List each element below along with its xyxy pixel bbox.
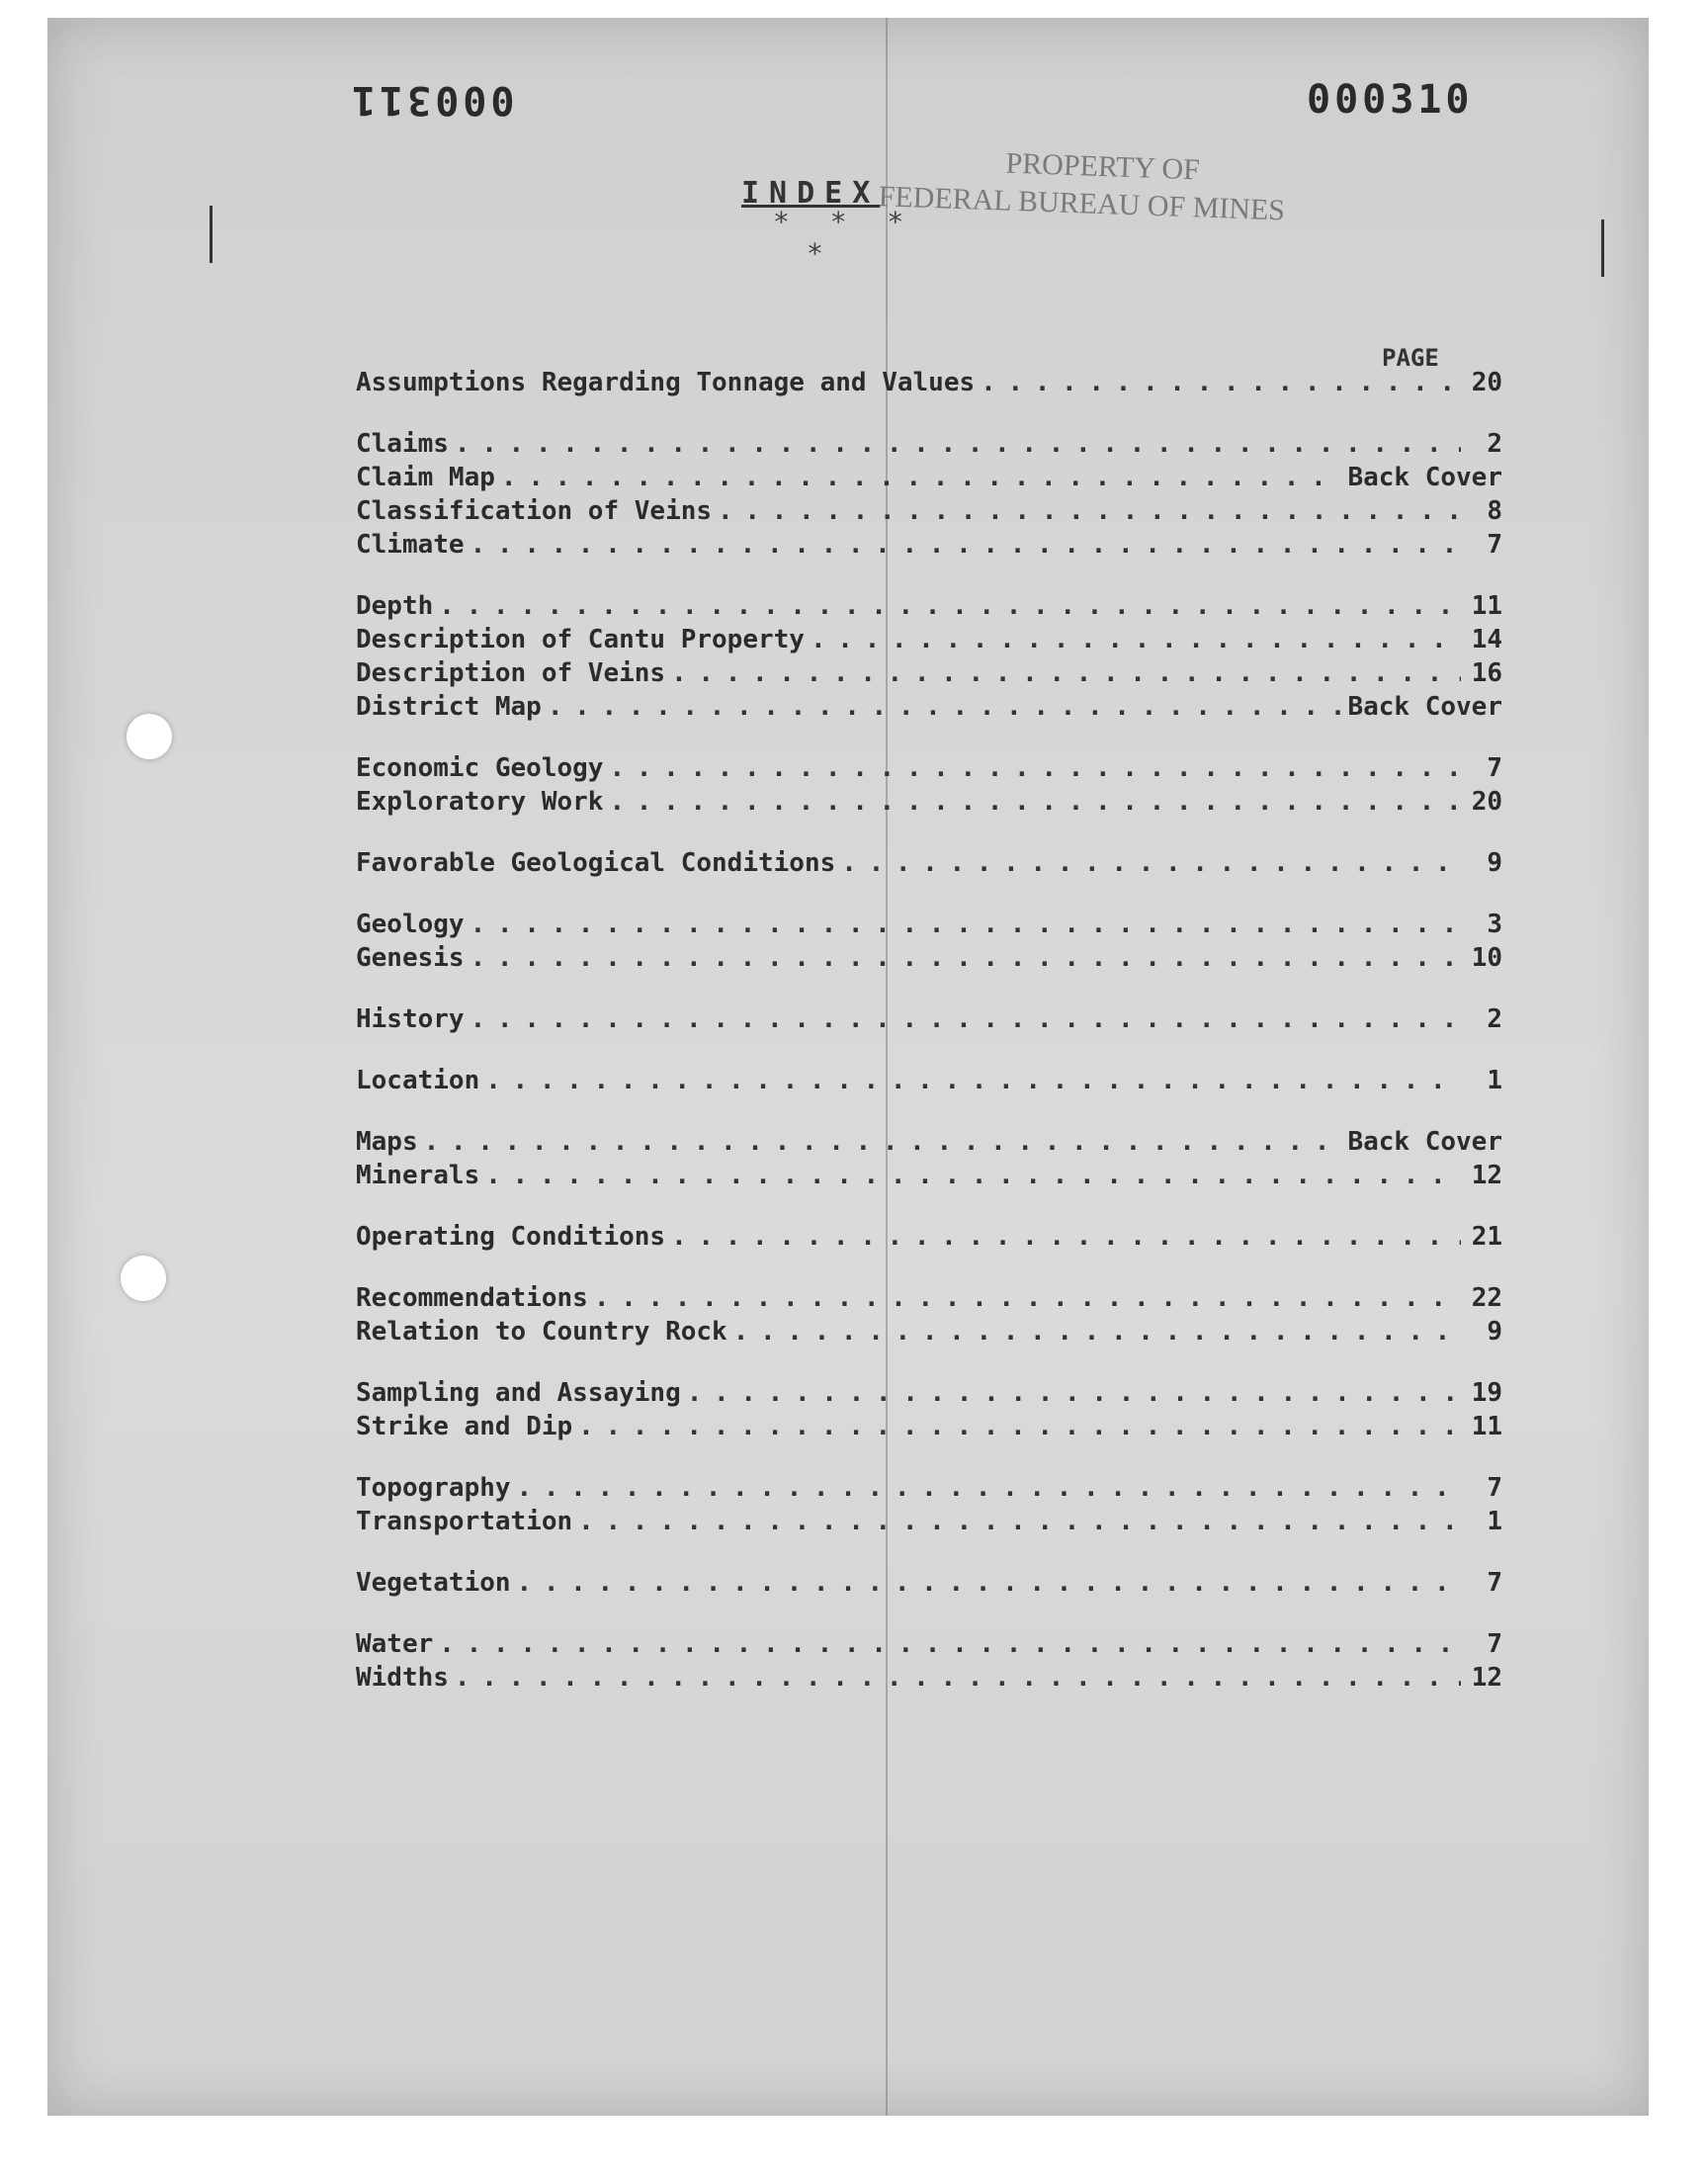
index-group [356, 366, 1502, 399]
index-entry-title: Favorable Geological Conditions [356, 848, 836, 878]
index-entry-page: 7 [1487, 1629, 1502, 1659]
index-entry-page: Back Cover [1347, 1127, 1502, 1157]
serial-number-right: 000310 [1307, 77, 1474, 123]
index-group [356, 1566, 1502, 1600]
dot-leader [424, 1125, 1342, 1159]
index-entry-title: Classification of Veins [356, 496, 713, 526]
right-edge-mark [1601, 219, 1604, 277]
index-entry-page: 7 [1487, 1473, 1502, 1503]
index-entry [356, 751, 1502, 785]
index-entry [356, 461, 1502, 494]
index-entry-page: 1 [1487, 1507, 1502, 1536]
index-entry-title: Claim Map [356, 463, 495, 492]
index-entry-title: Claims [356, 429, 449, 459]
index-entry-title: Description of Veins [356, 658, 666, 688]
index-entry-page: 7 [1487, 1568, 1502, 1598]
index-entry [356, 528, 1502, 562]
index-entry-page: 2 [1487, 429, 1502, 459]
dot-leader [455, 427, 1461, 461]
index-entry [356, 1125, 1502, 1159]
dot-leader [841, 846, 1461, 880]
dot-leader [517, 1566, 1461, 1600]
index-entry-title: Climate [356, 530, 465, 560]
index-group [356, 1125, 1502, 1192]
index-entry [356, 690, 1502, 724]
index-entry [356, 656, 1502, 690]
index-entry-title: Location [356, 1066, 480, 1095]
index-entry [356, 1505, 1502, 1538]
index-entry-title: Operating Conditions [356, 1222, 666, 1252]
dot-leader [578, 1410, 1461, 1443]
dot-leader [439, 589, 1461, 623]
stamp-line-2: FEDERAL BUREAU OF MINES [878, 180, 1286, 227]
index-entry-title: History [356, 1004, 465, 1034]
index-entry-page: 19 [1471, 1378, 1502, 1408]
index-entry-page: 9 [1487, 848, 1502, 878]
index-entry-page: 12 [1471, 1161, 1502, 1190]
index-entry [356, 494, 1502, 528]
index-group [356, 1471, 1502, 1538]
index-entry-page: 1 [1487, 1066, 1502, 1095]
dot-leader [470, 528, 1461, 562]
index-entry-title: Description of Cantu Property [356, 625, 805, 654]
dot-leader [811, 623, 1461, 656]
page-column-header: PAGE [1382, 344, 1439, 372]
index-entry-page: Back Cover [1347, 692, 1502, 722]
index-list [356, 366, 1502, 1722]
index-entry-title: Assumptions Regarding Tonnage and Values [356, 368, 976, 397]
dot-leader [439, 1627, 1461, 1661]
index-entry-title: Transportation [356, 1507, 573, 1536]
dot-leader [455, 1661, 1461, 1695]
index-entry-title: Maps [356, 1127, 418, 1157]
index-entry [356, 623, 1502, 656]
index-entry [356, 1566, 1502, 1600]
index-entry [356, 589, 1502, 623]
index-entry-title: Depth [356, 591, 434, 621]
punch-hole-lower [121, 1256, 166, 1301]
title-star: * [807, 237, 823, 270]
index-entry-title: Economic Geology [356, 753, 604, 783]
dot-leader [548, 690, 1342, 724]
index-entry [356, 1471, 1502, 1505]
index-entry-title: Strike and Dip [356, 1412, 573, 1441]
index-entry-title: Sampling and Assaying [356, 1378, 681, 1408]
index-group [356, 1220, 1502, 1254]
index-entry [356, 1064, 1502, 1097]
index-entry [356, 908, 1502, 941]
dot-leader [609, 785, 1461, 819]
left-edge-mark [210, 206, 213, 263]
dot-leader [578, 1505, 1461, 1538]
dot-leader [718, 494, 1461, 528]
index-entry-title: Vegetation [356, 1568, 511, 1598]
serial-number-left: 000311 [348, 77, 515, 123]
dot-leader [733, 1315, 1461, 1348]
index-group [356, 751, 1502, 819]
index-group [356, 1002, 1502, 1036]
index-entry [356, 1410, 1502, 1443]
punch-hole-upper [127, 714, 172, 759]
index-entry-page: 9 [1487, 1317, 1502, 1347]
index-entry [356, 427, 1502, 461]
index-entry-page: 7 [1487, 530, 1502, 560]
index-entry-title: Water [356, 1629, 434, 1659]
index-entry-title: Widths [356, 1663, 449, 1693]
index-entry [356, 366, 1502, 399]
dot-leader [594, 1281, 1461, 1315]
dot-leader [470, 1002, 1461, 1036]
stamp-line-1: PROPERTY OF [1005, 146, 1201, 187]
index-entry [356, 1315, 1502, 1348]
index-entry-title: Recommendations [356, 1283, 588, 1313]
index-group [356, 1064, 1502, 1097]
index-entry-page: 21 [1471, 1222, 1502, 1252]
dot-leader [485, 1159, 1461, 1192]
index-entry [356, 846, 1502, 880]
dot-leader [671, 656, 1461, 690]
index-entry [356, 941, 1502, 975]
title-stars: * * * [773, 206, 916, 238]
index-entry [356, 1661, 1502, 1695]
index-entry-title: District Map [356, 692, 542, 722]
page-title: INDEX [741, 176, 881, 211]
index-entry [356, 1281, 1502, 1315]
index-group [356, 1281, 1502, 1348]
index-entry-title: Geology [356, 910, 465, 939]
index-group [356, 1627, 1502, 1695]
dot-leader [470, 908, 1461, 941]
index-entry-title: Topography [356, 1473, 511, 1503]
index-group [356, 1376, 1502, 1443]
dot-leader [470, 941, 1461, 975]
index-entry-page: 20 [1471, 787, 1502, 817]
index-entry [356, 1627, 1502, 1661]
dot-leader [501, 461, 1342, 494]
dot-leader [609, 751, 1461, 785]
index-entry-page: 11 [1471, 1412, 1502, 1441]
index-entry-title: Minerals [356, 1161, 480, 1190]
index-entry-page: 3 [1487, 910, 1502, 939]
index-entry-page: 11 [1471, 591, 1502, 621]
index-entry-page: 8 [1487, 496, 1502, 526]
index-entry [356, 1159, 1502, 1192]
dot-leader [517, 1471, 1461, 1505]
index-entry [356, 785, 1502, 819]
index-entry-title: Genesis [356, 943, 465, 973]
index-entry-title: Relation to Country Rock [356, 1317, 727, 1347]
index-group [356, 427, 1502, 562]
index-entry-page: 7 [1487, 753, 1502, 783]
index-entry [356, 1002, 1502, 1036]
index-entry-page: 2 [1487, 1004, 1502, 1034]
index-group [356, 846, 1502, 880]
index-entry [356, 1220, 1502, 1254]
index-entry-page: 20 [1471, 368, 1502, 397]
dot-leader [981, 366, 1461, 399]
index-entry [356, 1376, 1502, 1410]
index-entry-page: Back Cover [1347, 463, 1502, 492]
dot-leader [687, 1376, 1461, 1410]
index-entry-page: 10 [1471, 943, 1502, 973]
index-entry-page: 16 [1471, 658, 1502, 688]
dot-leader [671, 1220, 1461, 1254]
index-entry-page: 12 [1471, 1663, 1502, 1693]
index-group [356, 908, 1502, 975]
index-group [356, 589, 1502, 724]
index-entry-title: Exploratory Work [356, 787, 604, 817]
dot-leader [485, 1064, 1461, 1097]
index-entry-page: 22 [1471, 1283, 1502, 1313]
index-entry-page: 14 [1471, 625, 1502, 654]
